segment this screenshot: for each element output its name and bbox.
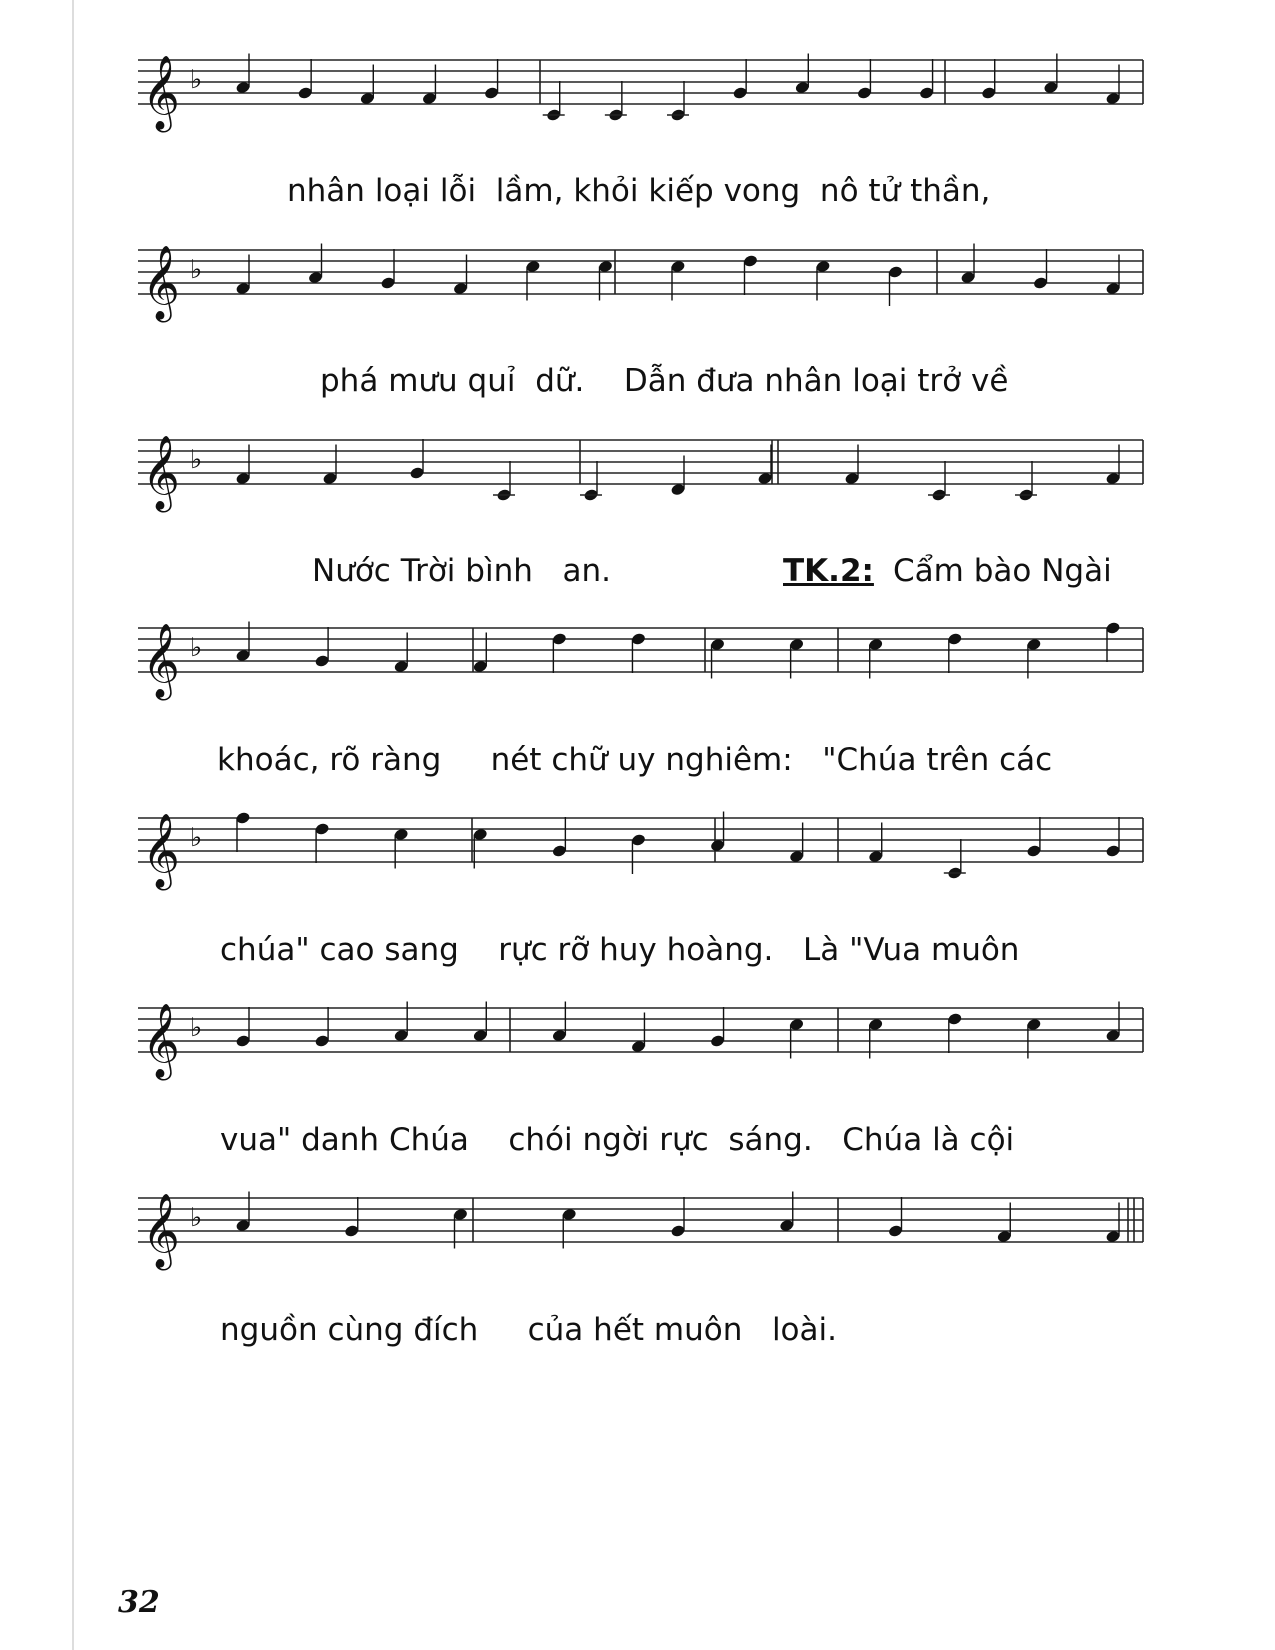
lyric-word: huy [599, 932, 657, 968]
flat-sign-icon: ♭ [190, 1203, 203, 1233]
lyric-word: vong [723, 173, 801, 209]
lyric-word: kiếp [648, 173, 714, 209]
lyric-word: các [999, 742, 1053, 778]
lyric-word: trở [917, 363, 962, 399]
lyric-word: danh [301, 1122, 380, 1158]
lyric-word: quỉ [467, 363, 516, 399]
lyric-word: chúa" [220, 932, 310, 968]
lyric-word: Nước [312, 553, 391, 589]
lyric-word: an. [562, 553, 611, 589]
lyric-word: dữ. [535, 363, 585, 399]
lyrics-line-6 [220, 1122, 1015, 1158]
lyric-word: Là [802, 932, 840, 968]
lyric-word: nguồn [220, 1312, 318, 1348]
lyric-word: lỗi [439, 173, 477, 209]
lyric-word: "Vua [849, 932, 922, 968]
lyric-word: sang [384, 932, 459, 968]
lyric-word: nhân [287, 173, 365, 209]
lyric-word: sáng. [728, 1122, 813, 1158]
lyric-word: Dẫn [623, 363, 687, 399]
lyric-word: bình [465, 553, 533, 589]
lyric-word: nhân [764, 363, 843, 399]
lyric-word: loại [374, 173, 431, 209]
lyric-word: hết [593, 1312, 645, 1348]
lyric-word: phá [320, 363, 379, 399]
lyric-word: ràng [370, 742, 442, 778]
lyric-word: muôn [653, 1312, 743, 1348]
treble-clef-icon: 𝄞 [142, 436, 180, 510]
treble-clef-icon: 𝄞 [142, 814, 180, 888]
lyric-word: lầm, [495, 173, 564, 209]
flat-sign-icon: ♭ [190, 633, 203, 663]
lyric-word: rõ [329, 742, 361, 778]
lyric-word: uy [617, 742, 656, 778]
lyrics-line-3 [312, 553, 611, 589]
lyrics-line-7 [220, 1312, 837, 1348]
lyric-word: Chúa [388, 1122, 469, 1158]
lyric-word: rỡ [557, 932, 590, 968]
treble-clef-icon: 𝄞 [142, 1004, 180, 1078]
lyric-word: khỏi [573, 173, 639, 209]
lyrics-line-2 [320, 363, 1009, 399]
lyric-word: muôn [931, 932, 1020, 968]
lyric-word: thần, [910, 173, 991, 209]
lyric-word: là [932, 1122, 960, 1158]
lyric-word: nghiêm: [665, 742, 793, 778]
lyric-word: khoác, [217, 742, 320, 778]
lyric-word: cội [969, 1122, 1015, 1158]
flat-sign-icon: ♭ [190, 65, 203, 95]
lyric-word: rực [498, 932, 548, 968]
lyric-word: đích [413, 1312, 479, 1348]
flat-sign-icon: ♭ [190, 445, 203, 475]
lyric-word: cùng [327, 1312, 404, 1348]
lyric-word: đưa [696, 363, 755, 399]
lyrics-line-3-verse [893, 553, 1112, 589]
lyrics-line-5 [220, 932, 1020, 968]
flat-sign-icon: ♭ [190, 255, 203, 285]
flat-sign-icon: ♭ [190, 1013, 203, 1043]
lyric-word: tử [868, 173, 901, 209]
lyric-word: nét [490, 742, 542, 778]
lyric-word: rực [659, 1122, 709, 1158]
lyric-word: chói [508, 1122, 573, 1158]
lyric-word: Ngài [1041, 553, 1112, 589]
lyric-word: bào [973, 553, 1032, 589]
treble-clef-icon: 𝄞 [142, 1194, 180, 1268]
lyric-word: chữ [551, 742, 608, 778]
page-number: 32 [118, 1585, 160, 1620]
lyrics-line-1 [287, 173, 991, 209]
lyric-word: cao [319, 932, 375, 968]
lyric-word: nô [819, 173, 859, 209]
lyric-word: Chúa [842, 1122, 923, 1158]
lyric-word: Trời [400, 553, 456, 589]
lyric-word: Cẩm [893, 553, 964, 589]
lyric-word: của [527, 1312, 584, 1348]
lyric-word: loài. [771, 1312, 837, 1348]
lyric-word: hoàng. [666, 932, 774, 968]
treble-clef-icon: 𝄞 [142, 624, 180, 698]
treble-clef-icon: 𝄞 [142, 246, 180, 320]
lyric-word: ngời [582, 1122, 650, 1158]
lyric-word: loại [852, 363, 908, 399]
verse-label: TK.2: [783, 553, 874, 589]
treble-clef-icon: 𝄞 [142, 56, 180, 130]
flat-sign-icon: ♭ [190, 823, 203, 853]
lyric-word: mưu [388, 363, 458, 399]
lyrics-line-4 [217, 742, 1053, 778]
lyric-word: trên [926, 742, 990, 778]
lyric-word: "Chúa [822, 742, 917, 778]
lyric-word: vua" [220, 1122, 292, 1158]
lyric-word: về [971, 363, 1009, 399]
